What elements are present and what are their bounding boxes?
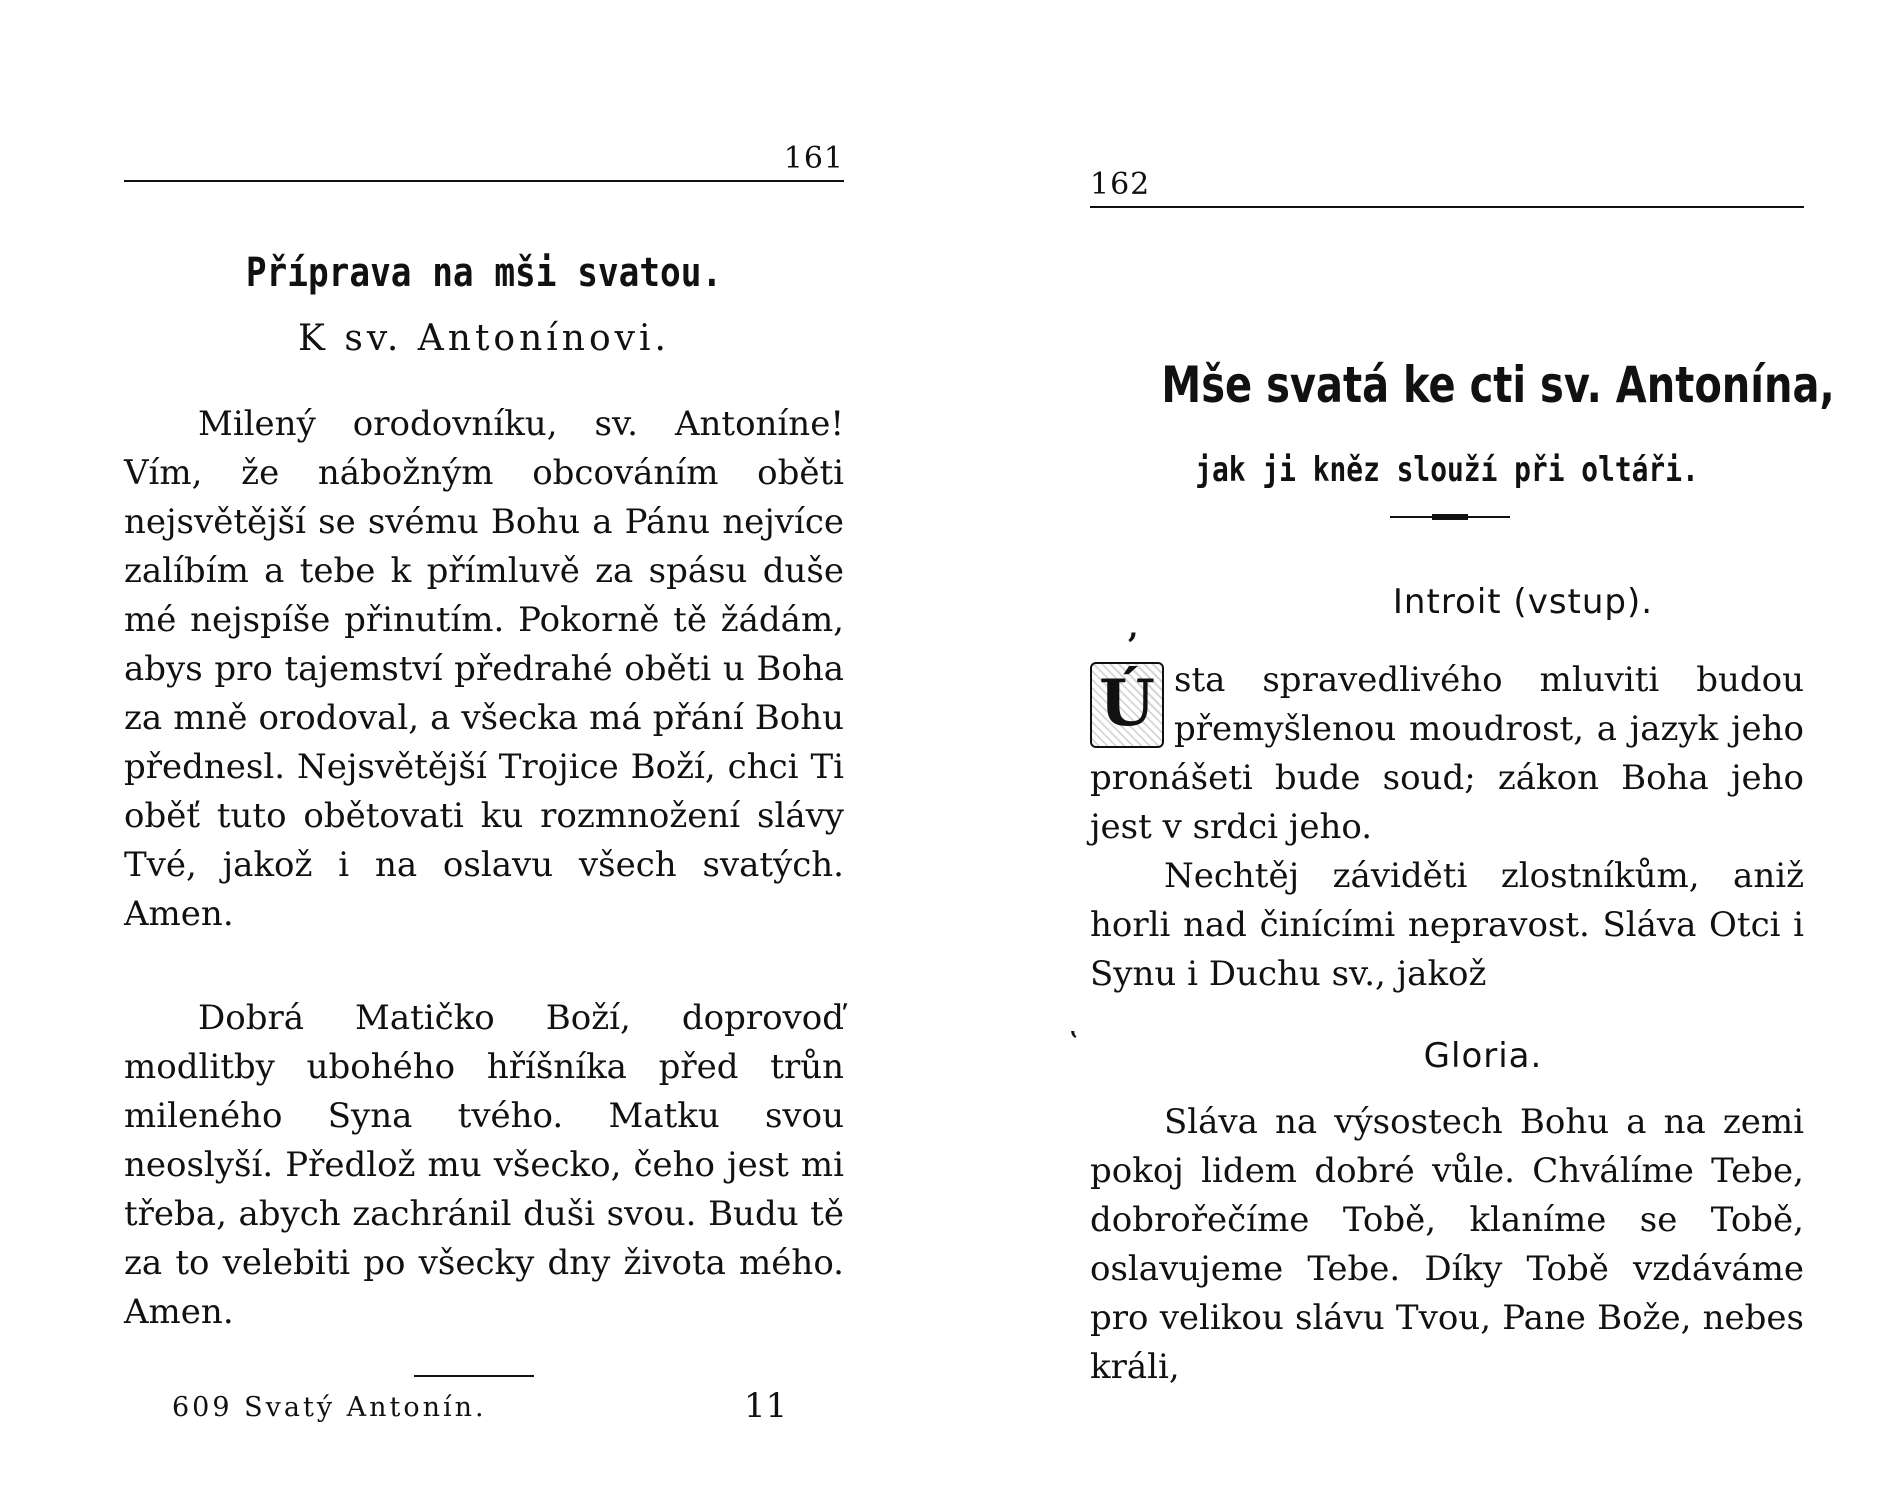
left-page-number: 161 (783, 141, 844, 176)
right-page-header (1090, 167, 1804, 208)
gloria-paragraph: Sláva na výsostech Bohu a na zemi pokoj lidem dobré vůle. Chválíme Tebe, dobrořečíme Tobě, klaníme se Tobě, oslavujeme Tebe. Díky Tobě vzdáváme pro velikou slávu Tvou, Pane Bože, nebes králi, (1090, 1102, 1804, 1387)
footer-signature: 609 Svatý Antonín. (172, 1392, 487, 1423)
left-page-subtitle: K sv. Antonínovi. (298, 318, 670, 359)
right-page (1070, 0, 1835, 1500)
right-page-subtitle: jak ji kněz slouží při oltáři. (1195, 450, 1699, 490)
gloria-heading: Gloria. (1423, 1036, 1543, 1076)
left-page-title: Příprava na mši svatou. (245, 250, 723, 296)
left-paragraph-2: Dobrá Matičko Boží, doprovoď modlitby ubohého hříšníka před trůn mileného Syna tvého. Matku svou neoslyší. Předlož mu všecko, čeho jest mi třeba, abych zachránil duši svou. Budu tě za to velebiti po všecky dny života mého. Amen. (124, 998, 844, 1332)
footer-sheet-number: 11 (744, 1386, 788, 1426)
right-page-title: Mše svatá ke cti sv. Antonína, (1161, 356, 1835, 414)
right-page-number: 162 (1090, 167, 1151, 202)
drop-cap-initial: Ú (1090, 662, 1164, 748)
introit-paragraph-2: Nechtěj záviděti zlostníkům, aniž horli nad činícími nepravost. Sláva Otci i Synu i Duchu sv., jakož (1090, 856, 1804, 994)
margin-mark: ‛ (1070, 1026, 1079, 1055)
margin-mark: , (1128, 610, 1139, 645)
left-page (124, 0, 844, 1500)
left-page-header (124, 141, 844, 182)
ornamental-divider (1390, 516, 1510, 518)
introit-paragraph-1 (1090, 656, 1804, 852)
introit-heading: Introit (vstup). (1392, 582, 1654, 622)
end-divider (414, 1375, 534, 1377)
left-paragraph-1: Milený orodovníku, sv. Antoníne! Vím, že nábožným obcováním oběti nejsvětější se svému Bohu a Pánu nejvíce zalíbím a tebe k přímluvě za spásu duše mé nejspíše přinutím. Pokorně tě žádám, abys pro tajemství předrahé oběti u Boha za mně orodoval, a všecka má přání Bohu přednesl. Nejsvětější Trojice Boží, chci Ti oběť tuto obětovati ku rozmnožení slávy Tvé, jakož i na oslavu všech svatých. Amen. (124, 404, 844, 934)
introit-text: sta spravedlivého mluviti budou přemyšlenou moudrost, a jazyk jeho pronášeti bude soud; zákon Boha jeho jest v srdci jeho. (1090, 660, 1804, 847)
